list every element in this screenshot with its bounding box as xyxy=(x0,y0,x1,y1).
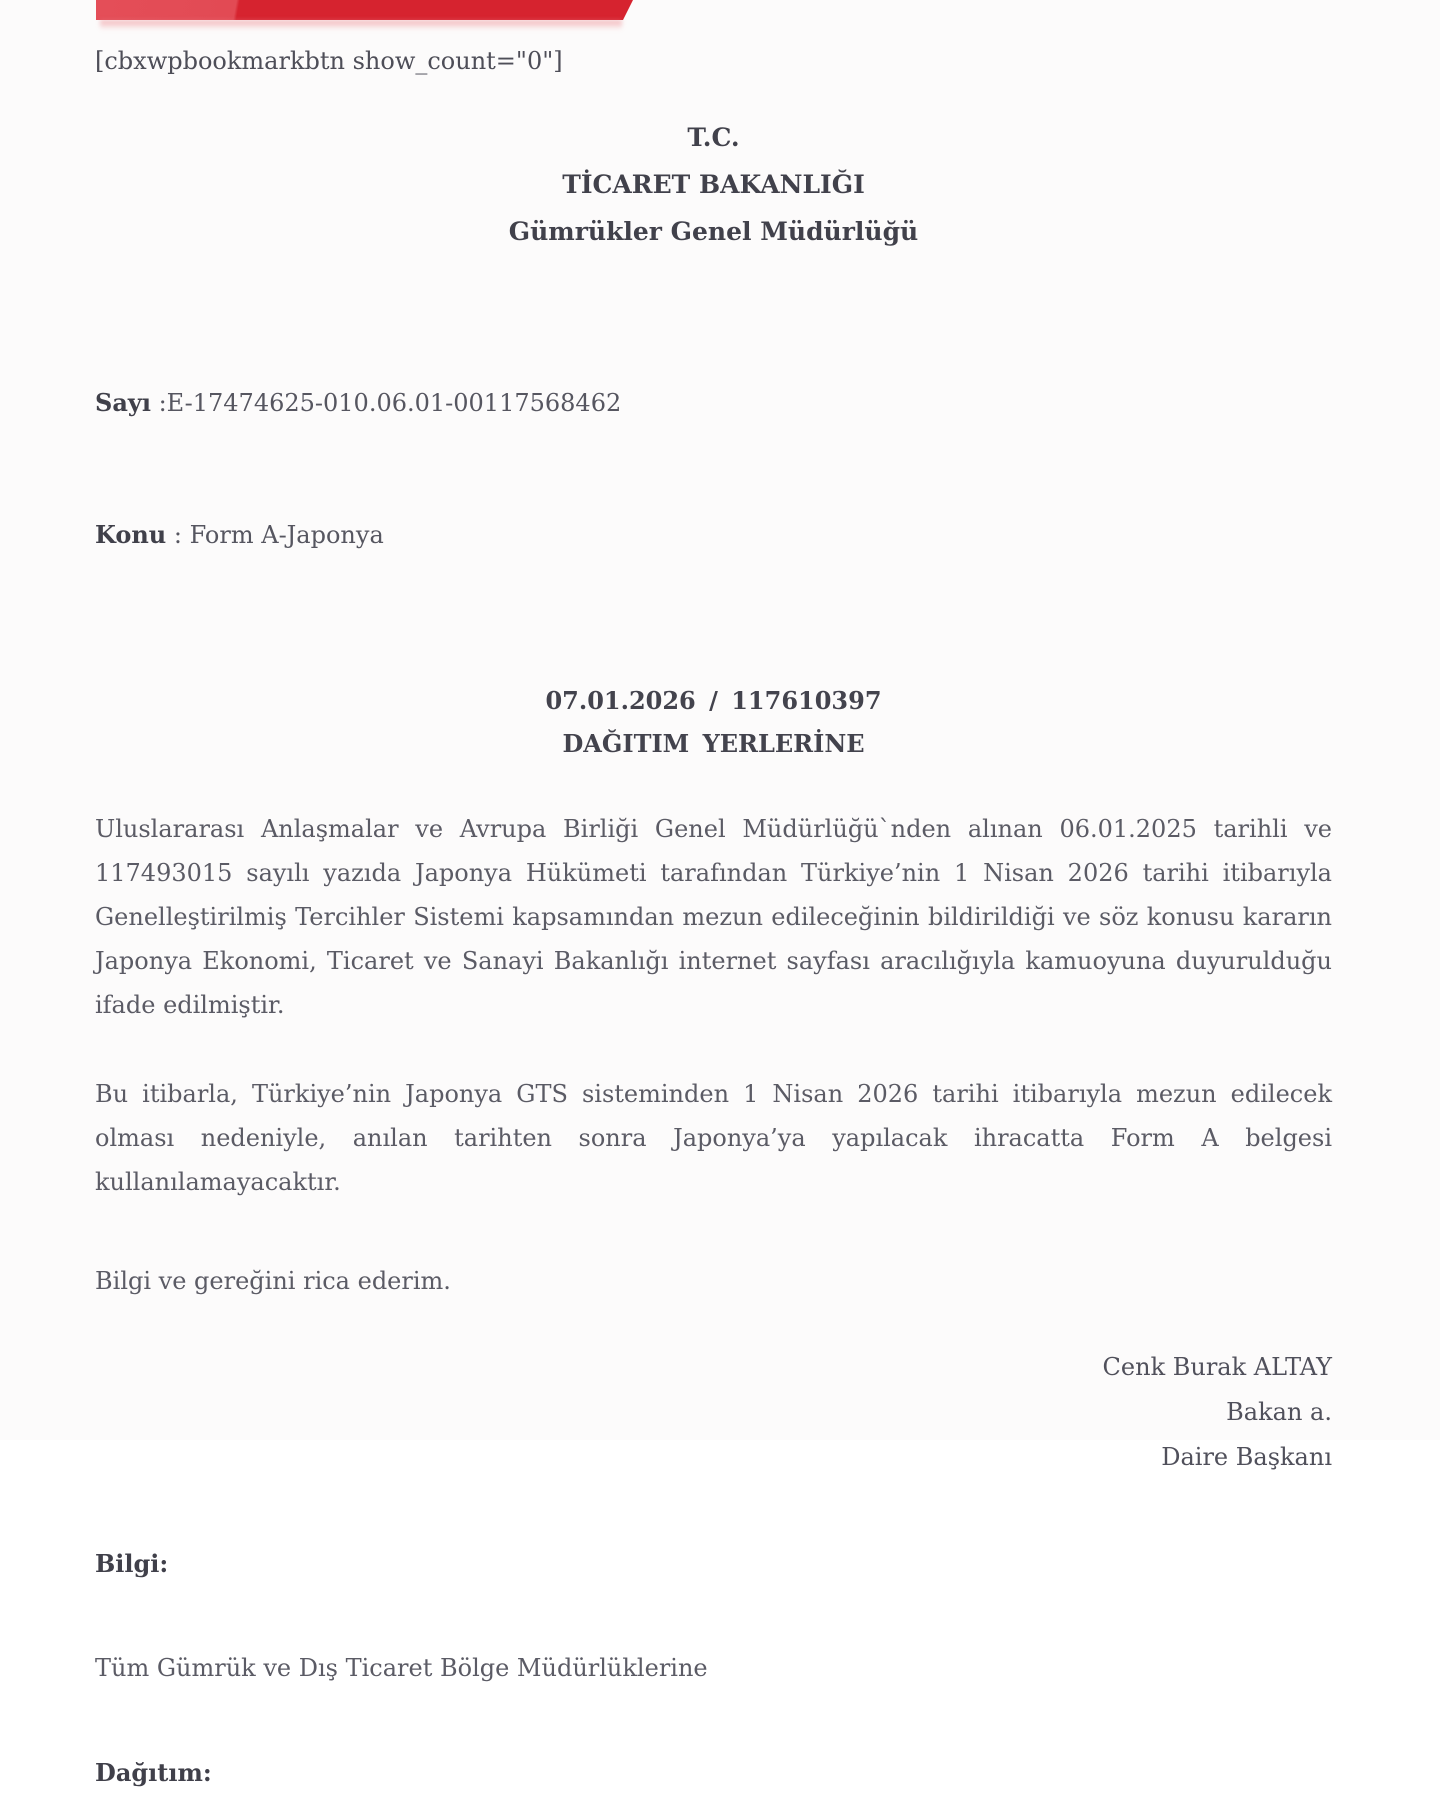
body-paragraph-1: Uluslararası Anlaşmalar ve Avrupa Birliği Genel Müdürlüğü`nden alınan 06.01.2025 tarihli ve 117493015 sayılı yazıda Japonya Hükümeti tarafından Türkiye’nin 1 Nisan 2026 tarihi itibarıyla Genelleştirilmiş Tercihler Sistemi kapsamından mezun edileceğinin bildirildiği ve söz konusu kararın Japonya Ekonomi, Ticaret ve Sanayi Bakanlığı internet sayfası aracılığıyla kamuoyuna duyurulduğu ifade edilmiştir. xyxy=(95,815,1332,1019)
konu-label: Konu xyxy=(95,520,167,549)
konu-line xyxy=(95,513,1332,557)
letterhead-ministry: TİCARET BAKANLIĞI xyxy=(562,170,865,199)
bookmark-shortcode-text: [cbxwpbookmarkbtn show_count="0"] xyxy=(95,47,563,75)
recipient-line: DAĞITIM YERLERİNE xyxy=(562,729,865,758)
bilgi-recipients: Tüm Gümrük ve Dış Ticaret Bölge Müdürlüklerine xyxy=(95,1654,708,1682)
letterhead xyxy=(95,114,1332,255)
letterhead-directorate: Gümrükler Genel Müdürlüğü xyxy=(508,217,919,246)
signature-title-2: Daire Başkanı xyxy=(1161,1443,1332,1471)
sayi-value: :E-17474625-010.06.01-00117568462 xyxy=(150,389,622,417)
signature-title-1: Bakan a. xyxy=(1226,1398,1332,1426)
sayi-label: Sayı xyxy=(95,388,151,417)
signature-name: Cenk Burak ALTAY xyxy=(1102,1353,1332,1381)
sayi-line xyxy=(95,381,1332,425)
konu-value: : Form A-Japonya xyxy=(166,521,384,549)
closing-line: Bilgi ve gereğini rica ederim. xyxy=(95,1267,451,1295)
letterhead-state-abbr: T.C. xyxy=(687,123,740,152)
bilgi-label: Bilgi: xyxy=(95,1549,169,1578)
signature-block xyxy=(95,1345,1332,1480)
dagitim-label: Dağıtım: xyxy=(95,1758,212,1787)
body-paragraph-2: Bu itibarla, Türkiye’nin Japonya GTS sisteminden 1 Nisan 2026 tarihi itibarıyla mezun edilecek olması nedeniyle, anılan tarihten sonra Japonya’ya yapılacak ihracatta Form A belgesi kullanılamayacaktır. xyxy=(95,1080,1332,1196)
document-meta xyxy=(95,293,1332,645)
date-and-recipient xyxy=(95,679,1332,765)
date-number-line: 07.01.2026 / 117610397 xyxy=(545,686,882,715)
